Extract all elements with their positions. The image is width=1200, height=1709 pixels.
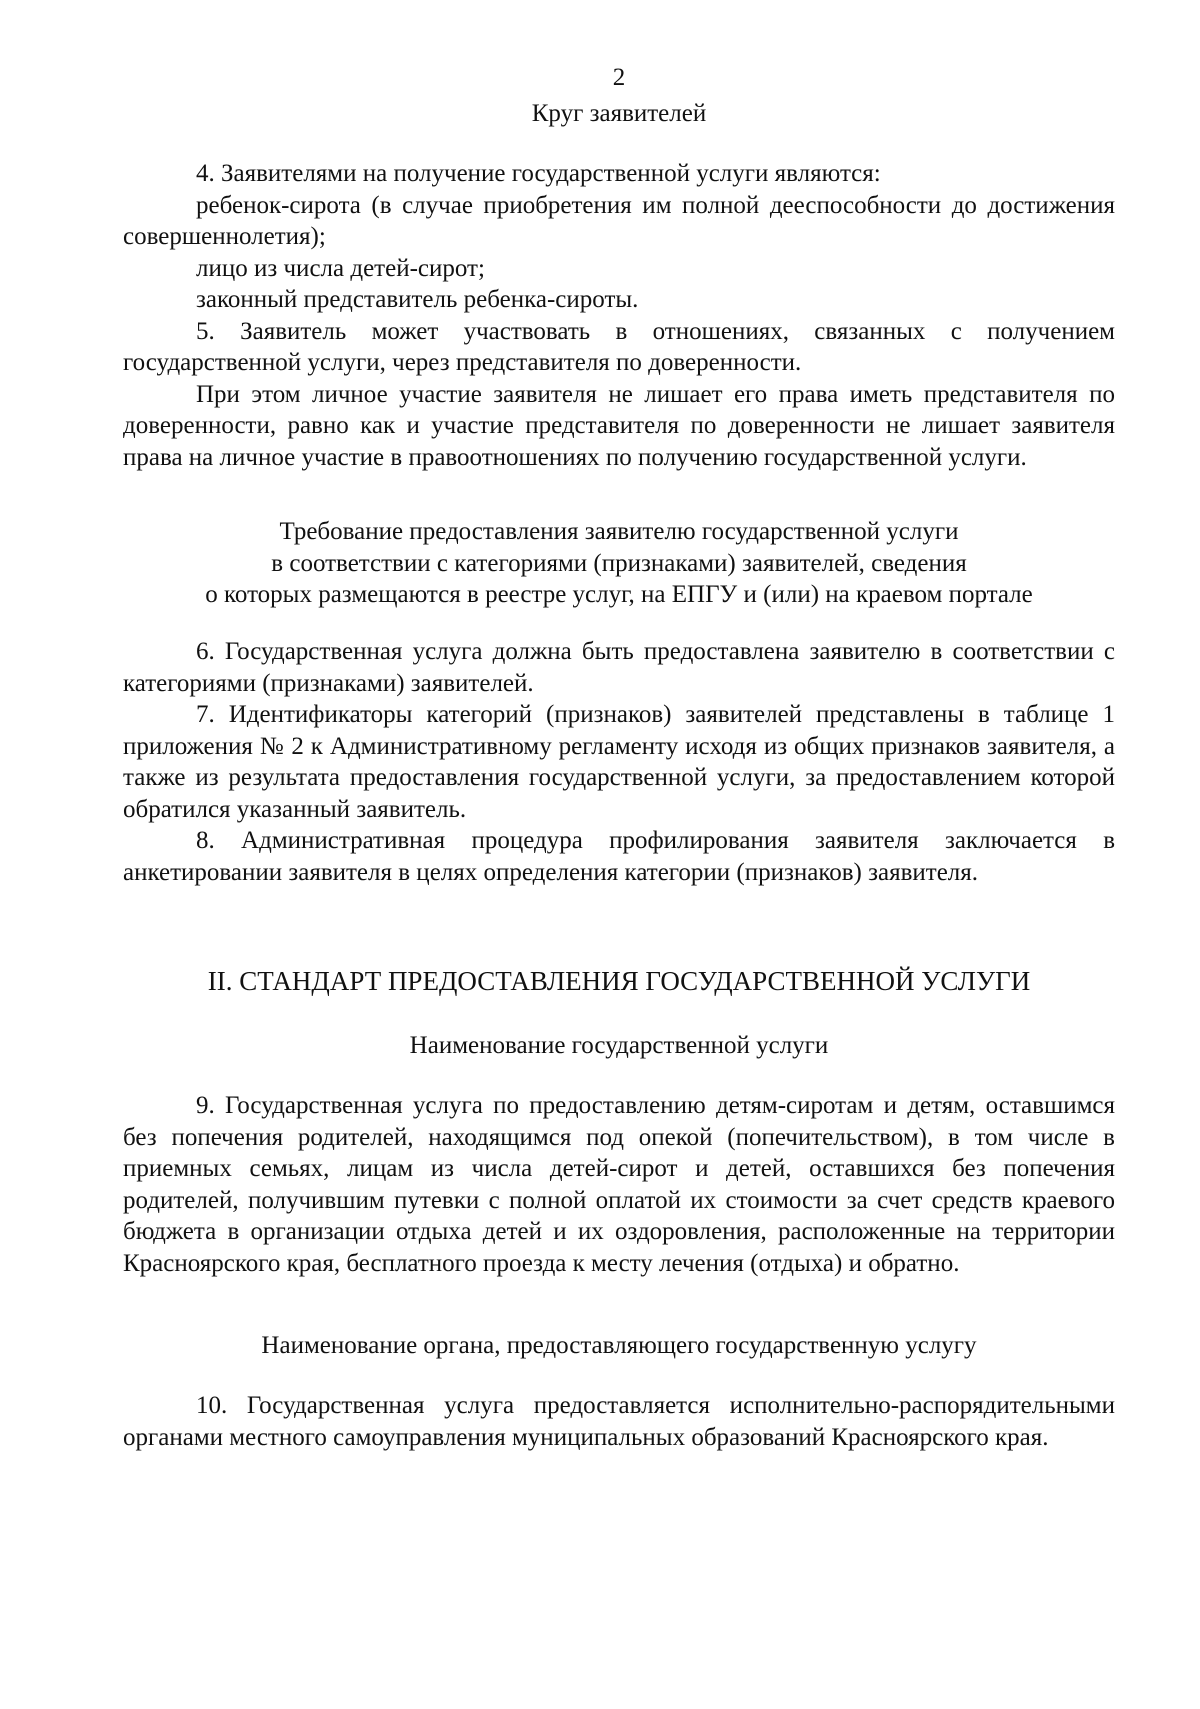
paragraph-5-sub: При этом личное участие заявителя не лишает его права иметь представителя по доверенности, равно как и участие представителя по доверенности не лишает заявителя права на личное участие в правоотношениях по получению государственной услуги. bbox=[123, 380, 1115, 471]
paragraph-10-block bbox=[123, 1390, 1115, 1453]
page-number: 2 bbox=[612, 64, 626, 91]
heading-authority: Наименование органа, предоставляющего государственную услугу bbox=[261, 1332, 977, 1359]
section-2-title: II. СТАНДАРТ ПРЕДОСТАВЛЕНИЯ ГОСУДАРСТВЕННОЙ УСЛУГИ bbox=[207, 966, 1031, 996]
paragraph-7: 7. Идентификаторы категорий (признаков) заявителей представлены в таблице 1 приложения № 2 к Административному регламенту исходя из общих признаков заявителя, а также из результата предоставления государственной услуги, за предоставлением которой обратился указанный заявитель. bbox=[123, 701, 1115, 823]
heading-applicants: Круг заявителей bbox=[531, 100, 707, 127]
heading-requirement-line-1: Требование предоставления заявителю государственной услуги bbox=[279, 518, 959, 545]
paragraph-4-intro: 4. Заявителями на получение государственной услуги являются: bbox=[196, 160, 881, 187]
paragraph-10: 10. Государственная услуга предоставляется исполнительно-распорядительными органами местного самоуправления муниципальных образований Красноярского края. bbox=[123, 1392, 1115, 1451]
heading-requirement bbox=[123, 516, 1115, 611]
heading-service-name: Наименование государственной услуги bbox=[409, 1032, 829, 1059]
paragraphs-6-8 bbox=[123, 636, 1115, 888]
paragraph-4 bbox=[123, 158, 1115, 473]
paragraph-5: 5. Заявитель может участвовать в отношениях, связанных с получением государственной услуги, через представителя по доверенности. bbox=[123, 317, 1115, 376]
paragraph-6: 6. Государственная услуга должна быть предоставлена заявителю в соответствии с категориями (признаками) заявителей. bbox=[123, 638, 1115, 697]
paragraph-4-item-2: лицо из числа детей-сирот; bbox=[196, 254, 485, 282]
paragraph-8: 8. Административная процедура профилирования заявителя заключается в анкетировании заявителя в целях определения категории (признаков) заявителя. bbox=[123, 827, 1115, 886]
paragraph-9-block bbox=[123, 1090, 1115, 1279]
heading-requirement-line-3: о которых размещаются в реестре услуг, на ЕПГУ и (или) на краевом портале bbox=[205, 581, 1033, 608]
paragraph-9: 9. Государственная услуга по предоставлению детям-сиротам и детям, оставшимся без попечения родителей, находящимся под опекой (попечительством), в том числе в приемных семьях, лицам из числа детей-сирот и детей, оставшихся без попечения родителей, получившим путевки с полной оплатой их стоимости за счет средств краевого бюджета в организации отдыха детей и их оздоровления, расположенные на территории Красноярского края, бесплатного проезда к месту лечения (отдыха) и обратно. bbox=[123, 1092, 1115, 1277]
paragraph-4-item-3: законный представитель ребенка-сироты. bbox=[196, 286, 639, 313]
paragraph-4-item-1: ребенок-сирота (в случае приобретения им полной дееспособности до достижения совершеннолетия); bbox=[123, 191, 1115, 250]
heading-requirement-line-2: в соответствии с категориями (признаками) заявителей, сведения bbox=[271, 549, 967, 577]
